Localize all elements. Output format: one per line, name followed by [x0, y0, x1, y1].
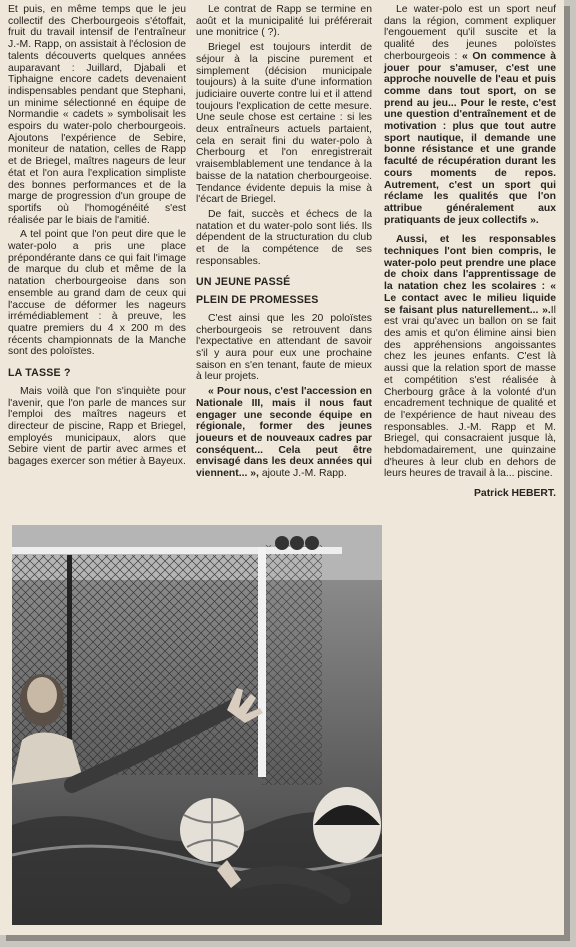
paragraph: A tel point que l'on peut dire que le water-polo a pris une place prépondérante dans ce qui fait l'image de marque du club et même de la natation cherbourgeoise dans son ensemble au grand dam de ceux qui l'accuse de déformer les nageurs irrémédiablement : à preuve, les quatre premiers du 4 x 200 m des récents championnats de la Manche sont des poloïstes.: [8, 229, 186, 358]
paragraph: De fait, succès et échecs de la natation et du water-polo sont liés. Ils dépendent de la structuration du club et de la compétence de ses responsables.: [196, 208, 372, 267]
section-heading: LA TASSE ?: [8, 367, 71, 380]
article-column-2: [196, 4, 372, 483]
article-column-3: [384, 4, 556, 500]
paragraph: [196, 386, 372, 480]
paragraph-lead: Le water-polo est un sport neuf dans la région, comment expliquer l'engouement qu'il suscite et la qualité des jeunes poloïstes cherbourgeois :: [384, 4, 556, 62]
paragraph: Le contrat de Rapp se termine en août et la municipalité lui préférerait une monitrice ( ?).: [196, 4, 372, 39]
paragraph: Briegel est toujours interdit de séjour à la piscine purement et simplement (décision municipale toujours) à la suite d'une information judiciaire ouverte contre lui et il attend toujours l'explication de cette mesure. Une seule chose est certaine : si les deux entraîneurs actuels partaient, cela en serait fini du water-polo à Cherbourg et l'on enregistrerait vraisemblablement une tendance à la baisse de la natation cherbourgeoise. Tendance évidente depuis la mise à l'écart de Briegel.: [196, 42, 372, 206]
water-polo-photo: [12, 525, 382, 925]
quote-bold: « Pour nous, c'est l'accession en Nationale III, mais il nous faut engager une seconde équipe en régionale, former des jeunes joueurs et de nouveaux cadres par conséquent... Cela peut être envisagé dans les deux années qui viennent... »,: [196, 386, 372, 480]
paragraph: [384, 234, 556, 480]
section-heading: UN JEUNE PASSÉ: [196, 276, 291, 289]
paragraph: Et puis, en même temps que le jeu collectif des Cherbourgeois s'étoffait, fruit du travail intensif de l'entraîneur J.-M. Rapp, on assistait à l'éclosion de talents découverts quelques années auparavant : Juillard, Djabali et Tiphaigne encore cadets devenaient indispensables pendant que Stephani, un minime sélectionné en équipe de Normandie « cadets » symbolisait les espoirs du water-polo cherbourgeois. Ajoutons l'expérience de Sebire, moniteur de natation, celles de Rapp et de Briegel, maîtres nageurs de leur état et l'on aura l'explication simpliste des bonnes performances et de la marge de progression d'un groupe de sportifs où l'homogénéité s'est réalisée par le biais de l'amitié.: [8, 4, 186, 226]
quote-bold: Aussi, et les responsables techniques l'ont bien compris, le water-polo peut prendre une place de choix dans l'apprentissage de la natation chez les scolaires : « Le contact avec le milieu liquide se faisant plus naturellement... ».: [384, 234, 556, 316]
paragraph-tail: Il est vrai qu'avec un ballon on se fait des amis et qu'on élimine ainsi bien des appréhensions angoissantes chez les jeunes enfants. C'est là aussi que la relation sport de masse et compétition s'est réalisée à Cherbourg grâce à la volonté d'un encadrement technique de qualité et de l'expérience de haut niveau des responsables. J.-M. Rapp et M. Briegel, qui consacraient jusque là, hebdomadairement, une quinzaine d'heures à leur club en dehors de leurs heures de travail à la... piscine.: [384, 304, 556, 480]
section-heading: PLEIN DE PROMESSES: [196, 294, 319, 307]
paragraph: [384, 4, 556, 226]
author-signature: Patrick HEBERT.: [474, 488, 556, 500]
quote-bold: « On commence à jouer pour s'amuser, c'est une approche nouvelle de l'eau et puis comme dans tout sport, on se prend au jeu... Pour le reste, c'est une question d'entraînement et de motivation : plus que tout autre sport nautique, il demande une bonne résistance et une grande faculté de récupération durant les cours moments de repos. Autrement, c'est un sport qui réclame les qualités que l'on attribue généralement aux pratiquants de jeux collectifs ».: [384, 50, 556, 226]
photo-illustration: [12, 525, 382, 925]
paragraph: C'est ainsi que les 20 poloïstes cherbourgeois se retrouvent dans l'expectative en attendant de savoir s'il y aura pour eux une prochaine saison en s'en tenant, faute de mieux à leur projets.: [196, 312, 372, 383]
article-column-1: [8, 4, 186, 471]
paragraph: Mais voilà que l'on s'inquiète pour l'avenir, que l'on parle de mances sur l'emploi des maîtres nageurs et directeur de piscine, Rapp et Briegel, employés municipaux, alors que Sebire vient de partir avec armes et bagages exercer son métier à Bayeux.: [8, 385, 186, 468]
quote-attribution: ajoute J.-M. Rapp.: [258, 468, 347, 480]
